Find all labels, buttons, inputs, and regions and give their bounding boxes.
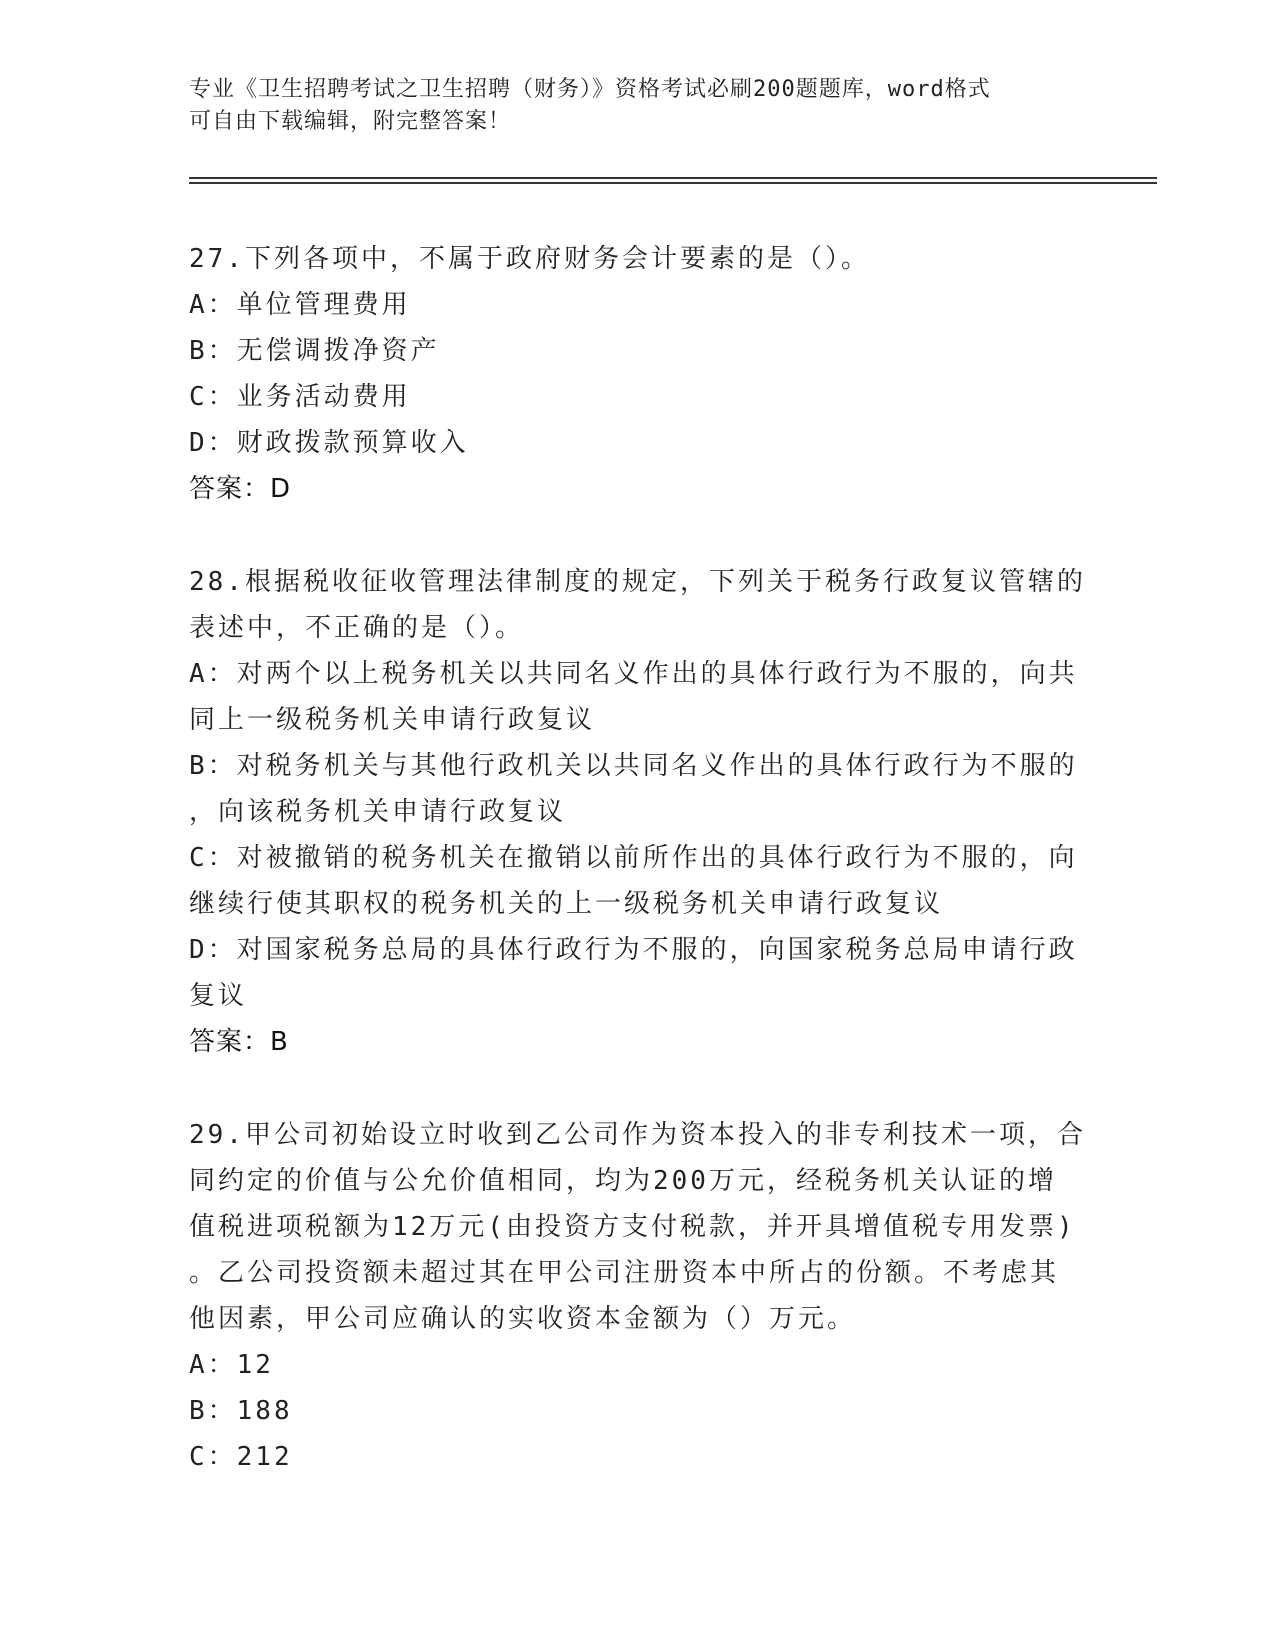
answer-option bbox=[189, 328, 1089, 374]
question-stem-line: 29.甲公司初始设立时收到乙公司作为资本投入的非专利技术一项，合 bbox=[189, 1120, 1086, 1150]
answer-option-line: B：无偿调拨净资产 bbox=[189, 336, 440, 366]
header-divider-bottom bbox=[189, 182, 1157, 184]
answer-option bbox=[189, 1388, 1089, 1434]
answer-key: 答案：B bbox=[189, 1027, 289, 1057]
answer-option-line: B：188 bbox=[189, 1396, 293, 1426]
answer-option bbox=[189, 651, 1089, 743]
question-stem-line: 。乙公司投资额未超过其在甲公司注册资本中所占的份额。不考虑其 bbox=[189, 1258, 1060, 1288]
question-stem-line: 他因素，甲公司应确认的实收资本金额为（）万元。 bbox=[189, 1304, 857, 1334]
question-block bbox=[189, 1112, 1089, 1480]
question-stem-line: 同约定的价值与公允价值相同，均为200万元，经税务机关认证的增 bbox=[189, 1166, 1057, 1196]
header-line-2: 可自由下载编辑，附完整答案！ bbox=[189, 109, 512, 134]
answer-option bbox=[189, 420, 1089, 466]
answer-option-line: C：212 bbox=[189, 1442, 293, 1472]
answer-option-line: A：单位管理费用 bbox=[189, 290, 411, 320]
answer-option-line: D：对国家税务总局的具体行政行为不服的，向国家税务总局申请行政 bbox=[189, 935, 1078, 965]
answer-key: 答案：D bbox=[189, 474, 292, 504]
header-line-1: 专业《卫生招聘考试之卫生招聘（财务）》资格考试必刷200题题库，word格式 bbox=[189, 77, 991, 102]
header-divider-top bbox=[189, 177, 1157, 179]
answer-option-line: 同上一级税务机关申请行政复议 bbox=[189, 705, 596, 735]
answer-option bbox=[189, 927, 1089, 1019]
question-stem-line: 表述中，不正确的是（）。 bbox=[189, 613, 525, 643]
answer-option-line: ，向该税务机关申请行政复议 bbox=[189, 797, 567, 827]
answer-option-line: D：财政拨款预算收入 bbox=[189, 428, 469, 458]
question-stem-line: 28.根据税收征收管理法律制度的规定，下列关于税务行政复议管辖的 bbox=[189, 567, 1086, 597]
answer-option-line: A：12 bbox=[189, 1350, 274, 1380]
answer-option bbox=[189, 1342, 1089, 1388]
question-list bbox=[189, 236, 1089, 1527]
answer-option-line: 复议 bbox=[189, 981, 248, 1011]
answer-option bbox=[189, 835, 1089, 927]
answer-option bbox=[189, 282, 1089, 328]
question-stem-line: 值税进项税额为12万元(由投资方支付税款，并开具增值税专用发票) bbox=[189, 1212, 1076, 1242]
answer-option bbox=[189, 743, 1089, 835]
answer-option-line: 继续行使其职权的税务机关的上一级税务机关申请行政复议 bbox=[189, 889, 944, 919]
question-stem-line: 27.下列各项中，不属于政府财务会计要素的是（）。 bbox=[189, 244, 870, 274]
document-header bbox=[189, 74, 1069, 138]
answer-option-line: C：对被撤销的税务机关在撤销以前所作出的具体行政行为不服的，向 bbox=[189, 843, 1078, 873]
question-block bbox=[189, 236, 1089, 512]
question-block bbox=[189, 559, 1089, 1065]
answer-option bbox=[189, 374, 1089, 420]
answer-option-line: A：对两个以上税务机关以共同名义作出的具体行政行为不服的，向共 bbox=[189, 659, 1078, 689]
answer-option-line: B：对税务机关与其他行政机关以共同名义作出的具体行政行为不服的 bbox=[189, 751, 1078, 781]
answer-option-line: C：业务活动费用 bbox=[189, 382, 411, 412]
answer-option bbox=[189, 1434, 1089, 1480]
